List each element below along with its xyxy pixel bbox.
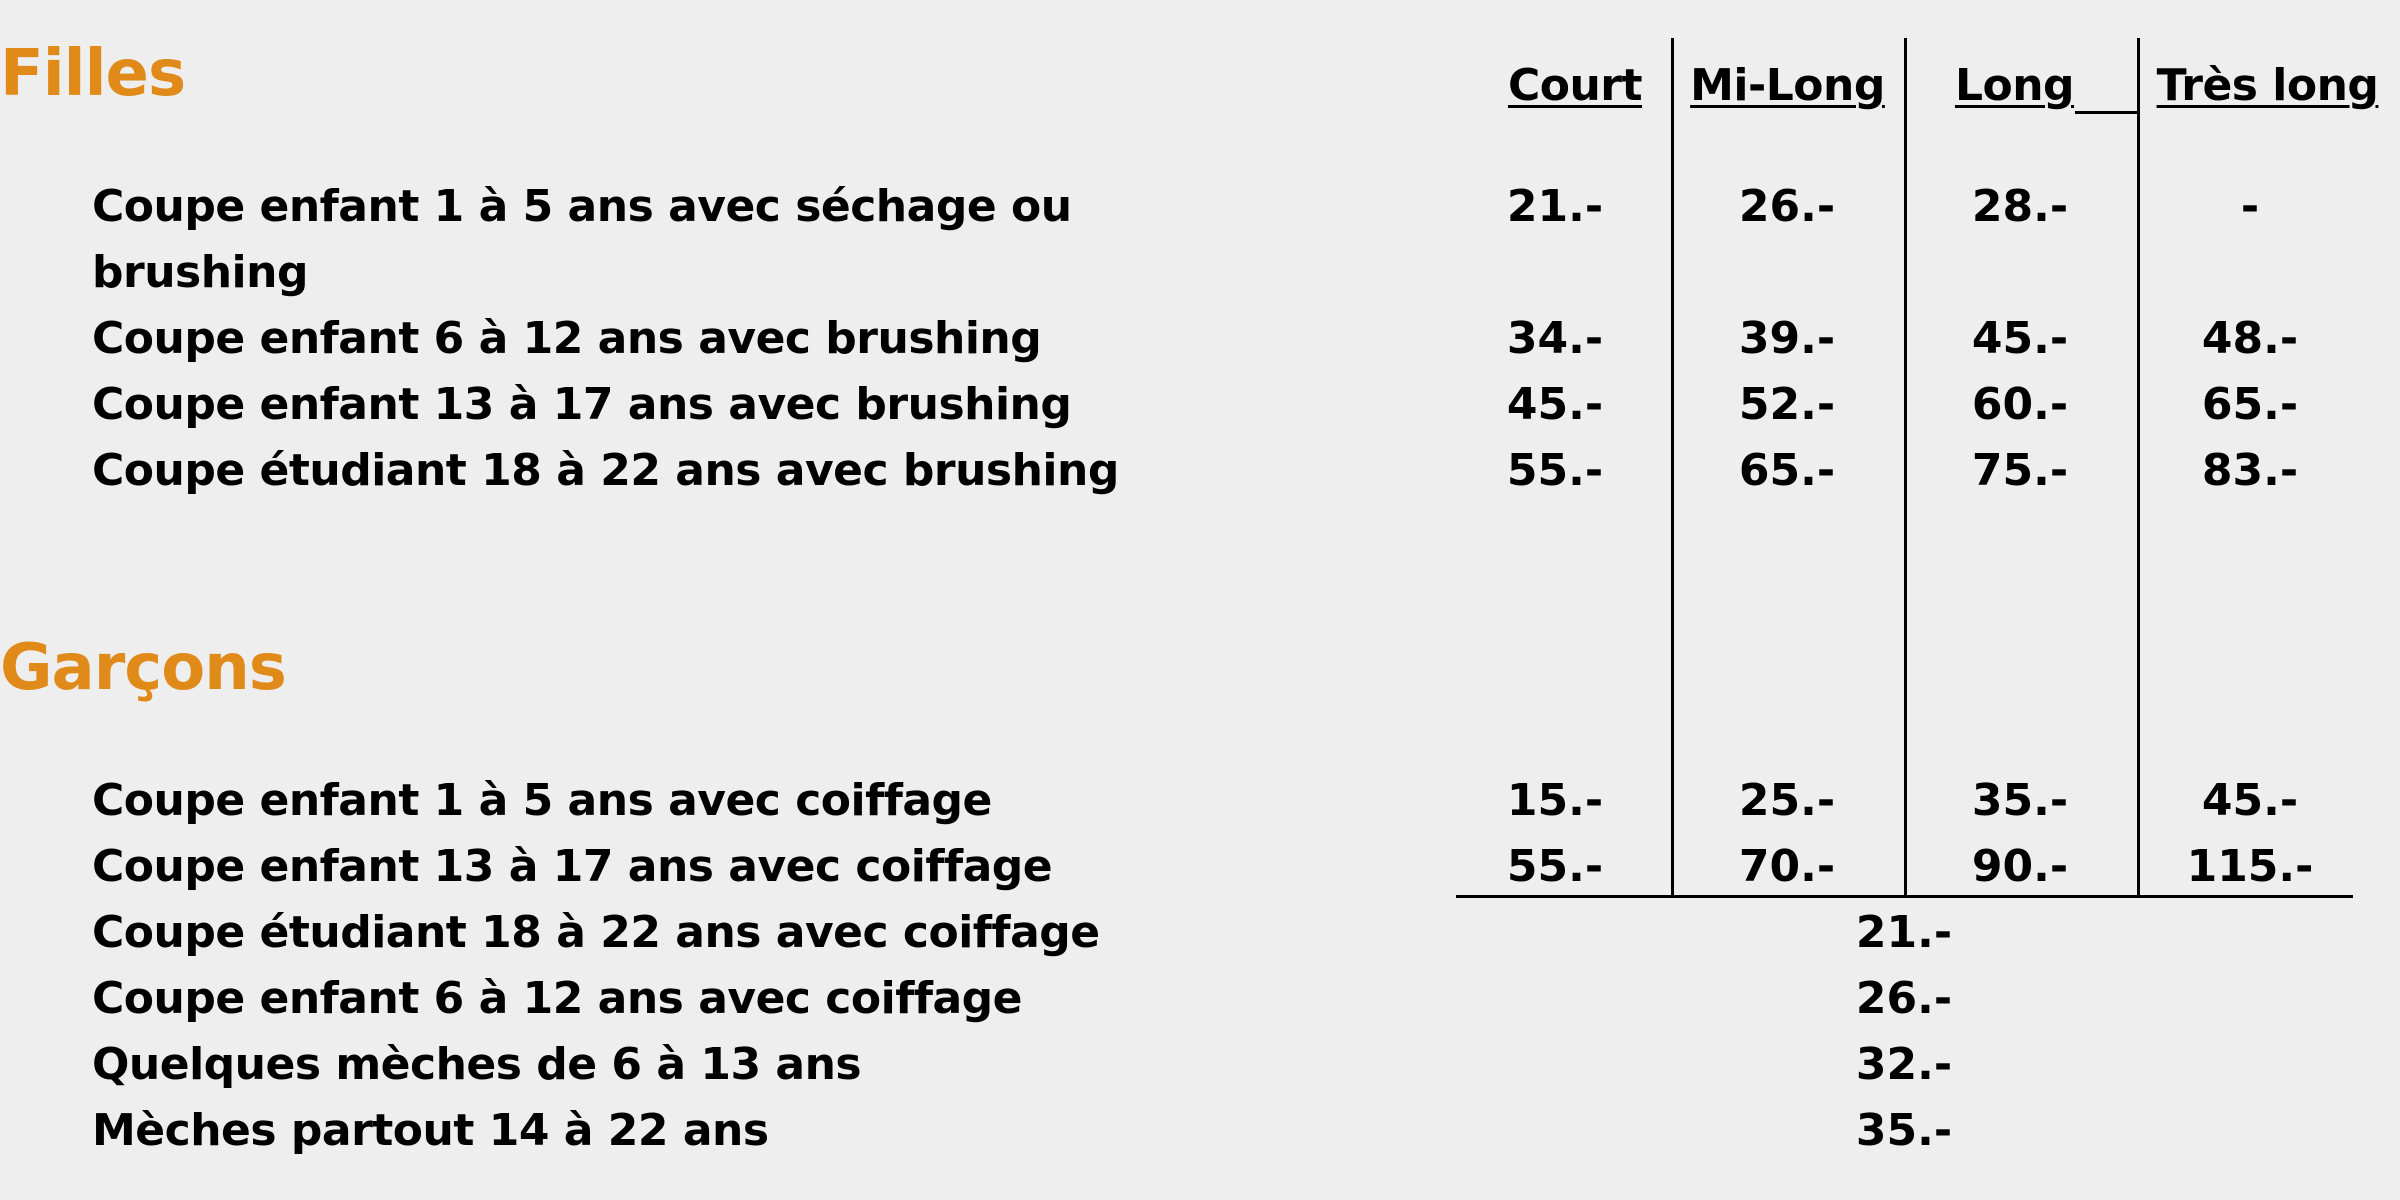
filles-price-court: 45.-	[1506, 379, 1604, 430]
garcons-flat-price: 35.-	[1855, 1105, 1953, 1156]
garcons-price-mi-long: 25.-	[1738, 775, 1836, 826]
garcons-flat-row-label: Coupe étudiant 18 à 22 ans avec coiffage	[92, 907, 1100, 958]
column-header-long	[1922, 58, 2107, 114]
garcons-flat-price: 26.-	[1855, 973, 1953, 1024]
garcons-price-court: 55.-	[1506, 841, 1604, 892]
filles-price-mi-long: 39.-	[1738, 313, 1836, 364]
filles-price-mi-long: 26.-	[1738, 181, 1836, 232]
filles-price-mi-long: 52.-	[1738, 379, 1836, 430]
column-header-label: Court	[1507, 60, 1643, 111]
column-divider-2	[1904, 38, 1907, 898]
filles-price-tres-long: -	[2240, 181, 2260, 232]
filles-row-label: Coupe enfant 6 à 12 ans avec brushing	[92, 313, 1042, 364]
filles-price-court: 21.-	[1506, 181, 1604, 232]
section-title-garcons: Garçons	[0, 631, 286, 705]
column-header-label: Très long	[2156, 60, 2379, 111]
garcons-flat-row-label: Coupe enfant 6 à 12 ans avec coiffage	[92, 973, 1023, 1024]
garcons-price-long: 35.-	[1971, 775, 2069, 826]
filles-row-label: Coupe enfant 13 à 17 ans avec brushing	[92, 379, 1072, 430]
garcons-row-label: Coupe enfant 13 à 17 ans avec coiffage	[92, 841, 1053, 892]
column-header-label: Long	[1954, 60, 2075, 111]
column-header-mi-long	[1680, 58, 1895, 114]
header-underline	[2075, 111, 2137, 114]
garcons-row-label: Coupe enfant 1 à 5 ans avec coiffage	[92, 775, 992, 826]
column-header-tres-long	[2140, 58, 2395, 114]
filles-price-long: 75.-	[1971, 445, 2069, 496]
filles-price-court: 55.-	[1506, 445, 1604, 496]
filles-price-long: 60.-	[1971, 379, 2069, 430]
garcons-price-mi-long: 70.-	[1738, 841, 1836, 892]
filles-price-long: 28.-	[1971, 181, 2069, 232]
garcons-flat-price: 32.-	[1855, 1039, 1953, 1090]
garcons-price-long: 90.-	[1971, 841, 2069, 892]
filles-price-court: 34.-	[1506, 313, 1604, 364]
column-header-court	[1500, 58, 1650, 114]
filles-price-tres-long: 48.-	[2201, 313, 2299, 364]
garcons-price-tres-long: 115.-	[2186, 841, 2314, 892]
garcons-flat-row-label: Mèches partout 14 à 22 ans	[92, 1105, 769, 1156]
filles-price-long: 45.-	[1971, 313, 2069, 364]
garcons-flat-price: 21.-	[1855, 907, 1953, 958]
section-title-filles: Filles	[0, 37, 186, 111]
column-divider-1	[1671, 38, 1674, 898]
garcons-flat-row-label: Quelques mèches de 6 à 13 ans	[92, 1039, 862, 1090]
garcons-price-court: 15.-	[1506, 775, 1604, 826]
column-divider-3	[2137, 38, 2140, 898]
garcons-price-tres-long: 45.-	[2201, 775, 2299, 826]
filles-price-tres-long: 83.-	[2201, 445, 2299, 496]
column-header-label: Mi-Long	[1690, 60, 1885, 111]
filles-price-mi-long: 65.-	[1738, 445, 1836, 496]
filles-row-label: Coupe étudiant 18 à 22 ans avec brushing	[92, 445, 1119, 496]
filles-row-label: Coupe enfant 1 à 5 ans avec séchage ou brushing	[92, 181, 1072, 298]
filles-price-tres-long: 65.-	[2201, 379, 2299, 430]
